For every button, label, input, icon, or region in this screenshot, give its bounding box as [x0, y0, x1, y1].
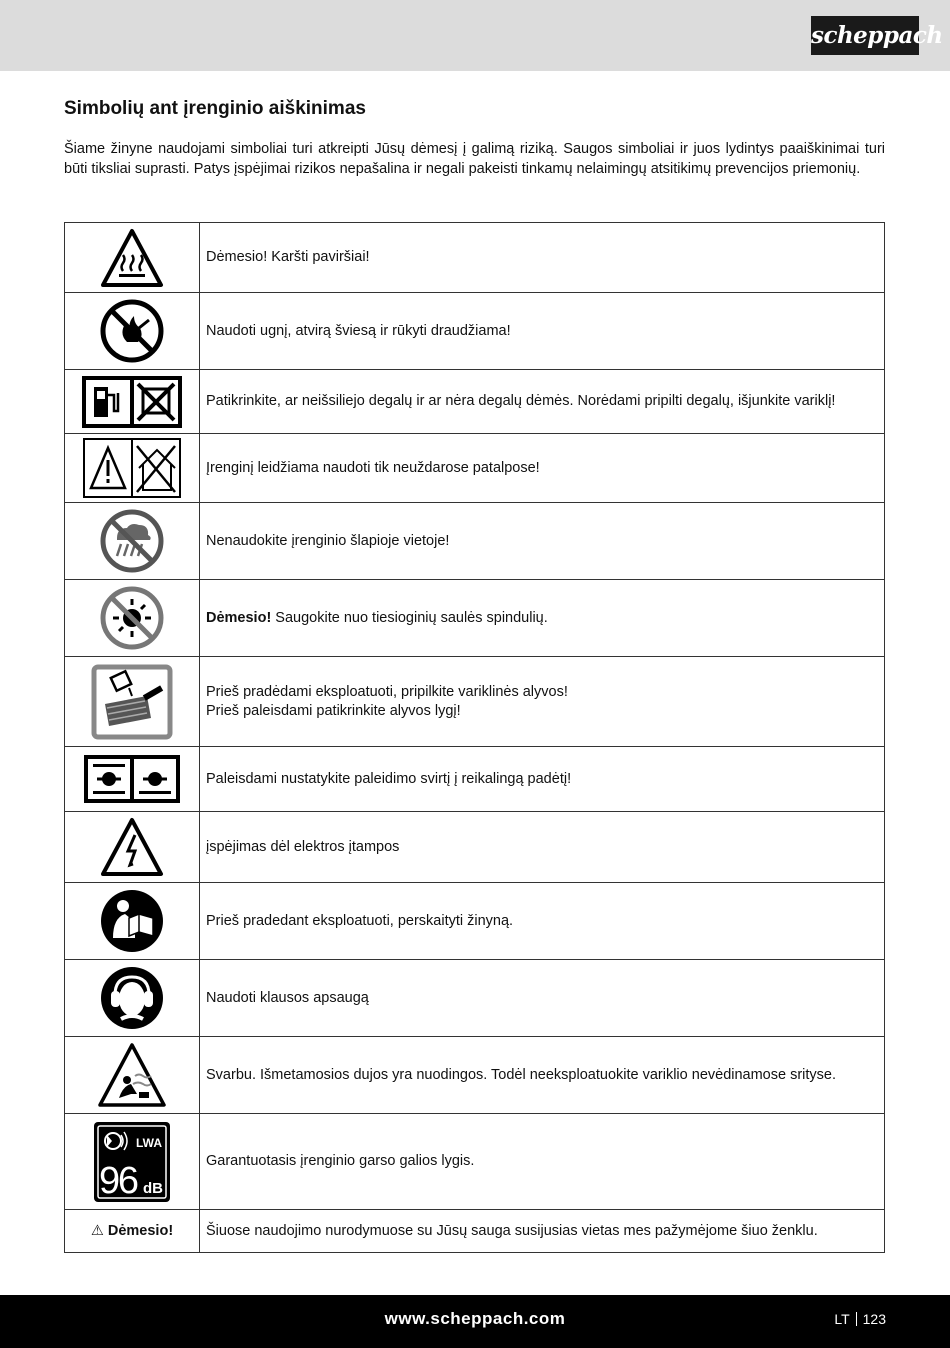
read-manual-icon	[65, 888, 199, 954]
page-indicator	[834, 1311, 886, 1327]
row-text: Prieš pradėdami eksploatuoti, pripilkite variklinės alyvos!	[206, 683, 568, 700]
table-row	[65, 1114, 885, 1210]
no-open-fire-icon	[65, 298, 199, 364]
no-sun-icon	[65, 585, 199, 651]
symbol-table	[64, 222, 885, 1253]
header-bar	[0, 0, 950, 71]
electric-voltage-icon	[65, 817, 199, 877]
page-number: 123	[862, 1311, 886, 1327]
table-row	[65, 434, 885, 503]
website-link[interactable]: www.scheppach.com	[384, 1309, 566, 1328]
fuel-check-icon	[65, 375, 199, 429]
language-code: LT	[834, 1311, 850, 1327]
table-row	[65, 657, 885, 747]
row-text: Paleisdami nustatykite paleidimo svirtį į reikalingą padėtį!	[206, 770, 572, 787]
table-row	[65, 223, 885, 293]
row-text: Naudoti klausos apsaugą	[206, 989, 369, 1006]
row-text: Įrenginį leidžiama naudoti tik neuždarose patalpose!	[206, 459, 540, 476]
row-text: Prieš pradedant eksploatuoti, perskaityti žinyną.	[206, 912, 514, 929]
hearing-protection-icon	[65, 965, 199, 1031]
table-row	[65, 370, 885, 434]
scheppach-logo: scheppach	[811, 16, 919, 55]
row-text: Saugokite nuo tiesioginių saulės spindulių.	[271, 609, 548, 626]
table-row	[65, 580, 885, 657]
sound-unit: dB	[143, 1179, 163, 1197]
row-text: Naudoti ugnį, atvirą šviesą ir rūkyti draudžiama!	[206, 322, 511, 339]
row-text: Šiuose naudojimo nurodymuose su Jūsų sauga susijusias vietas mes pažymėjome šiuo ženklu.	[206, 1222, 818, 1239]
table-row	[65, 503, 885, 580]
table-row	[65, 1210, 885, 1253]
row-bold-label: Dėmesio!	[206, 609, 272, 626]
row-text: įspėjimas dėl elektros įtampos	[206, 838, 400, 855]
row-text-2: Prieš paleisdami patikrinkite alyvos lygį!	[206, 702, 461, 719]
intro-paragraph: Šiame žinyne naudojami simboliai turi atkreipti Jūsų dėmesį į galimą riziką. Saugos simboliai ir juos lydintys paaiškinimai turi būti tiksliai suprasti. Patys įspėjimai rizikos nepašalina ir negali pakeisti tinkamų nelaimingų atsitikimų prevencijos priemonių.	[64, 141, 885, 177]
table-row	[65, 293, 885, 370]
row-text: Svarbu. Išmetamosios dujos yra nuodingos. Todėl neeksploatuokite variklio nevėdinamose srityse.	[206, 1066, 837, 1083]
row-text: Dėmesio! Karšti paviršiai!	[206, 249, 370, 265]
row-text: Nenaudokite įrenginio šlapioje vietoje!	[206, 532, 450, 549]
choke-lever-icon	[65, 754, 199, 804]
lwa-label: LWA	[136, 1135, 162, 1150]
warning-label: Dėmesio!	[107, 1222, 174, 1239]
table-row	[65, 812, 885, 883]
sound-power-icon	[65, 1121, 199, 1203]
toxic-exhaust-icon	[65, 1042, 199, 1108]
outdoor-use-only-icon	[65, 438, 199, 498]
table-row	[65, 960, 885, 1037]
footer-bar	[0, 1295, 950, 1348]
sound-value: 96	[99, 1159, 139, 1202]
row-text: Garantuotasis įrenginio garso galios lygis.	[206, 1153, 475, 1169]
page-title: Simbolių ant įrenginio aiškinimas	[64, 98, 366, 119]
oil-fill-icon	[65, 664, 199, 740]
table-row	[65, 1037, 885, 1114]
table-row	[65, 883, 885, 960]
no-rain-icon	[65, 508, 199, 574]
warning-triangle-icon: ⚠	[90, 1222, 104, 1239]
hot-surface-warning-icon	[65, 228, 199, 288]
table-row	[65, 747, 885, 812]
row-text: Patikrinkite, ar neišsiliejo degalų ir ar nėra degalų dėmės. Norėdami pripilti degalų, išjunkite variklį!	[206, 393, 836, 409]
